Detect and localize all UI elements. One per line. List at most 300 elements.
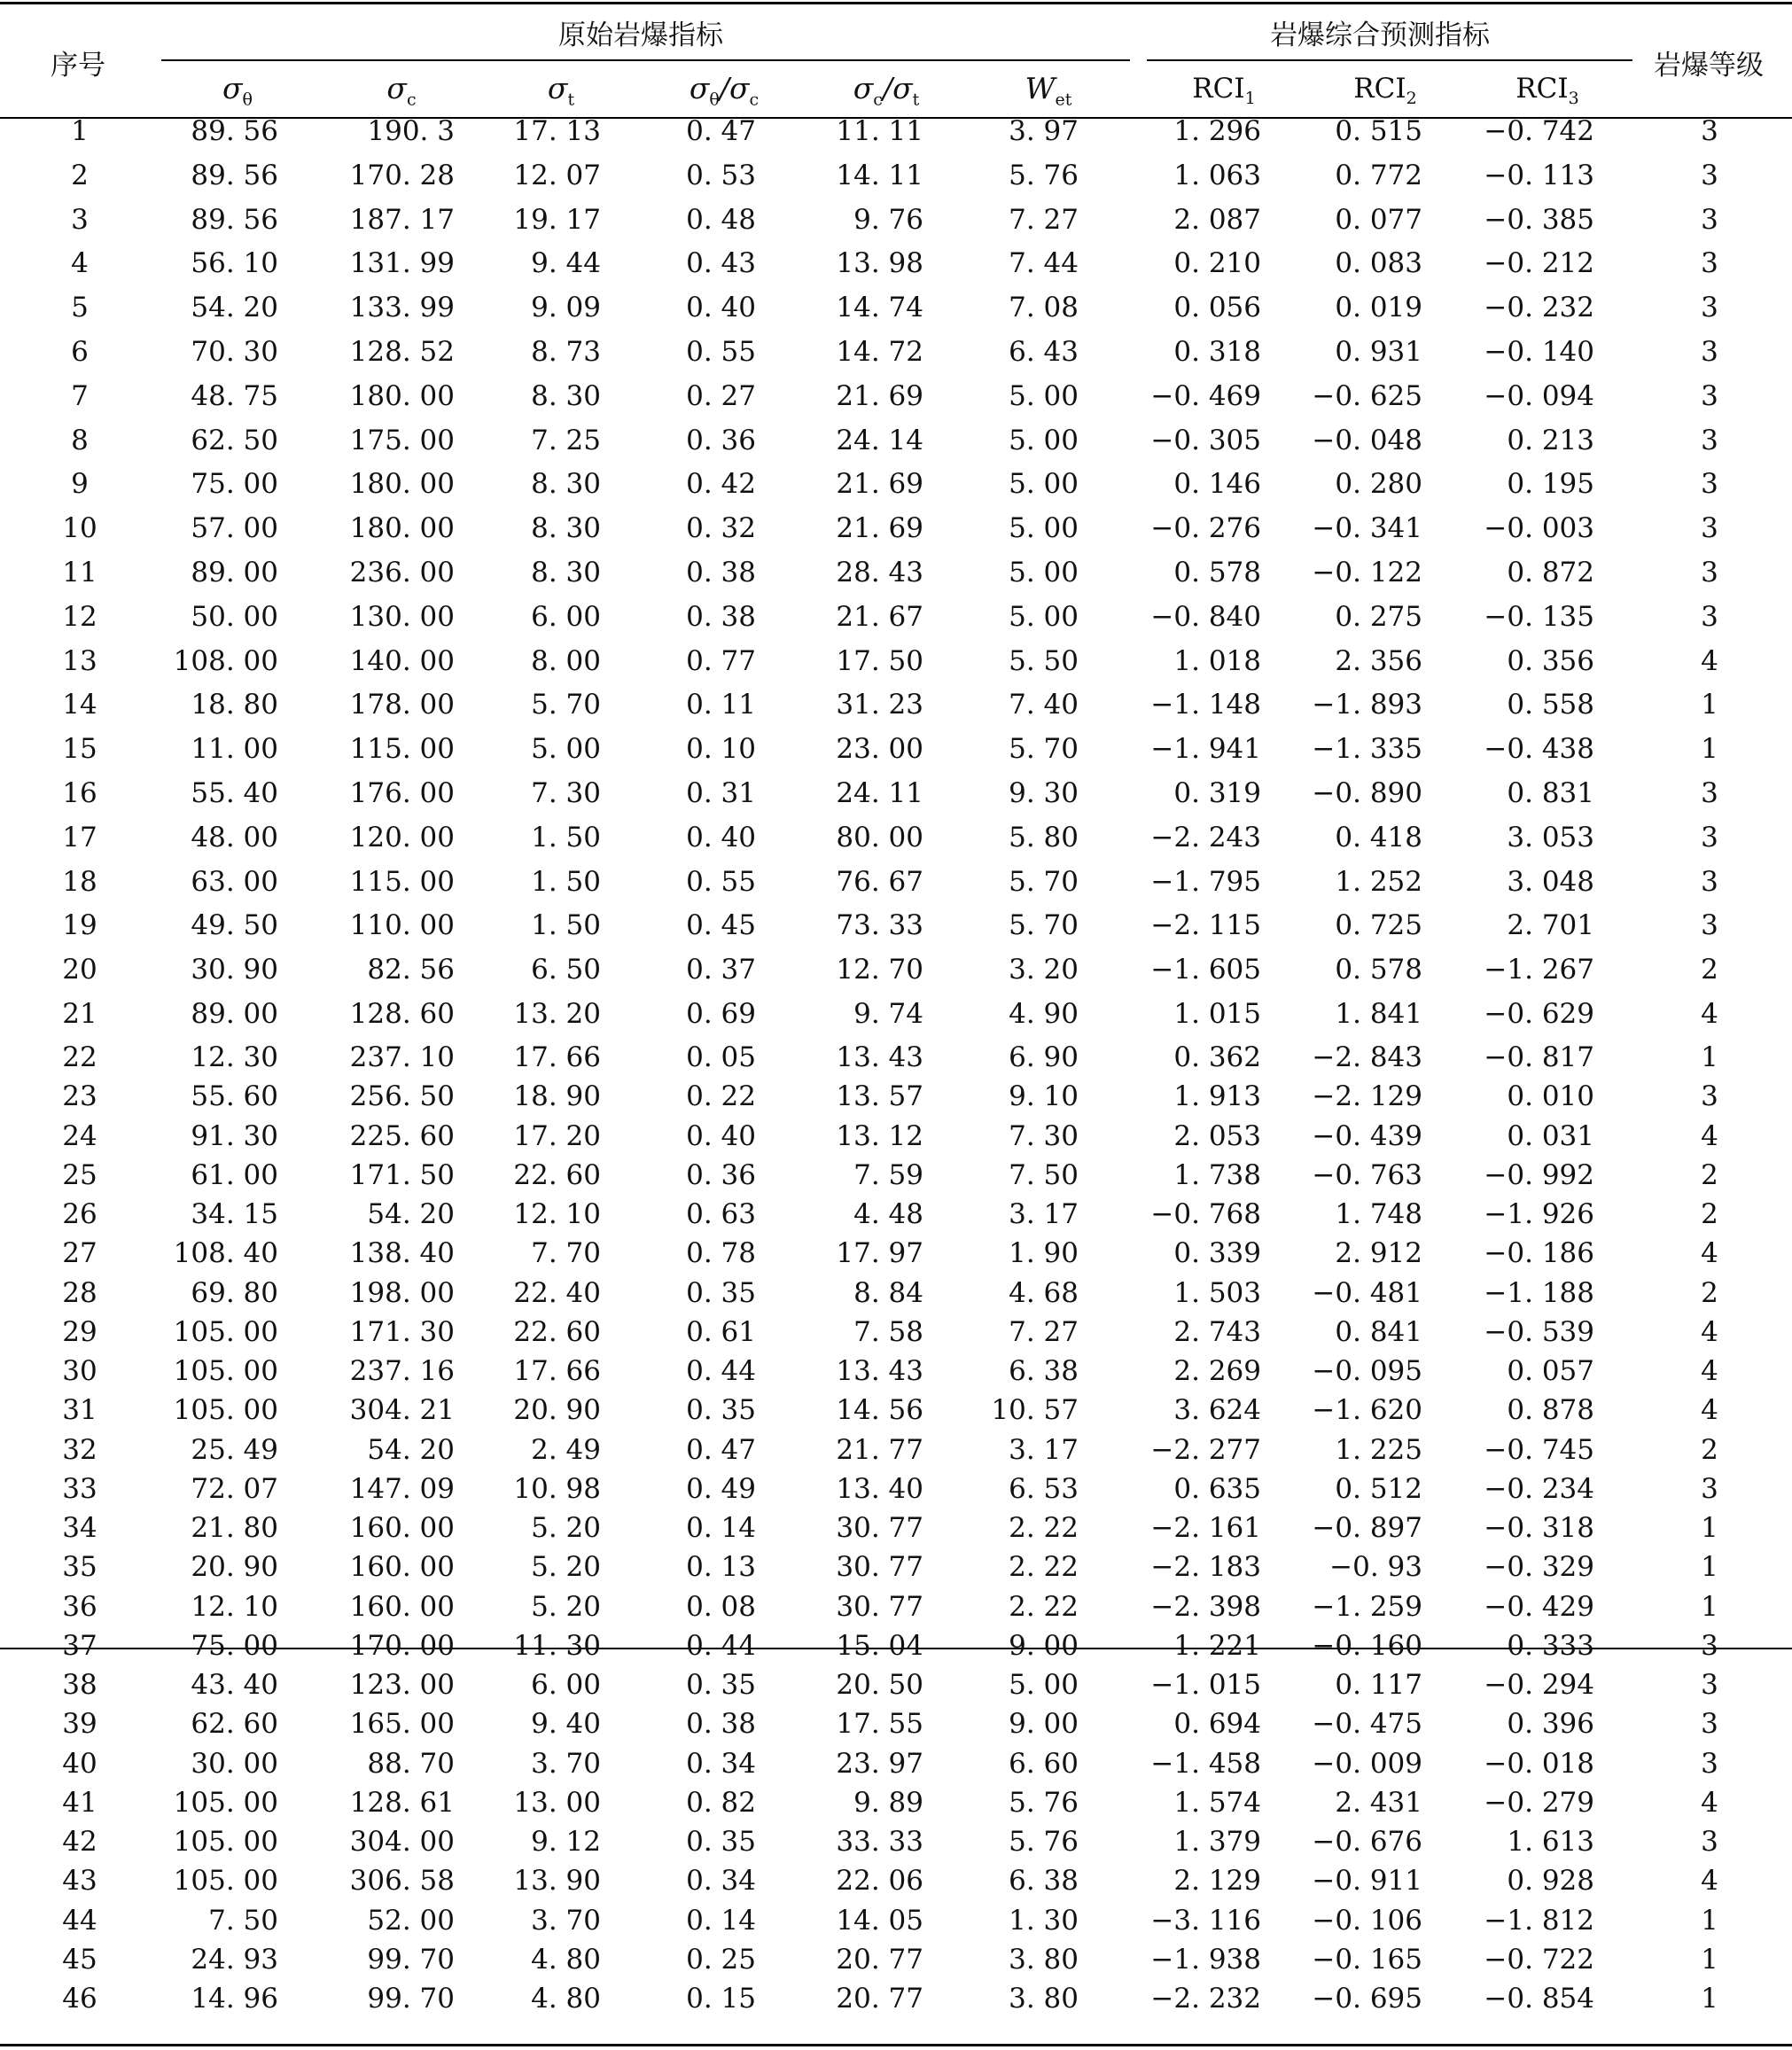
cell-sigma-c: 52. 00: [367, 1904, 455, 1937]
cell-rci1: 1. 913: [1173, 1080, 1261, 1113]
cell-rci3: 0. 213: [1507, 424, 1594, 456]
cell-w-et: 5. 76: [1009, 1786, 1079, 1819]
cell-sigma-c: 180. 00: [349, 468, 455, 501]
cell-rci2: 2. 356: [1335, 644, 1422, 677]
cell-ratio-theta-c: 0. 42: [686, 468, 756, 501]
cell-sigma-theta: 62. 50: [191, 424, 278, 456]
cell-ratio-theta-c: 0. 35: [686, 1394, 756, 1427]
cell-w-et: 7. 40: [1009, 689, 1079, 721]
cell-index: 10: [62, 512, 97, 545]
cell-index: 23: [62, 1080, 97, 1113]
cell-index: 2: [71, 159, 89, 191]
cell-sigma-t: 11. 30: [513, 1629, 601, 1662]
cell-w-et: 5. 00: [1009, 512, 1079, 545]
cell-w-et: 5. 76: [1009, 159, 1079, 191]
cell-ratio-c-t: 14. 72: [836, 336, 923, 368]
cell-sigma-t: 9. 12: [531, 1826, 601, 1858]
cell-w-et: 9. 30: [1009, 777, 1079, 809]
cell-sigma-t: 12. 10: [513, 1198, 601, 1230]
table-row: [0, 1665, 1792, 1704]
cell-rci2: 0. 578: [1335, 954, 1422, 986]
cell-sigma-theta: 7. 50: [208, 1904, 278, 1937]
cell-w-et: 3. 97: [1009, 115, 1079, 147]
cell-ratio-theta-c: 0. 13: [686, 1551, 756, 1584]
cell-rci2: 1. 225: [1335, 1433, 1422, 1466]
cell-rci3: 0. 333: [1507, 1629, 1594, 1662]
cell-sigma-theta: 105. 00: [173, 1865, 278, 1898]
cell-rci1: −0. 276: [1150, 512, 1261, 545]
cell-ratio-theta-c: 0. 40: [686, 292, 756, 324]
cell-rci3: −1. 188: [1484, 1276, 1594, 1309]
cell-rci1: 0. 056: [1173, 292, 1261, 324]
cell-rci3: 0. 031: [1507, 1119, 1594, 1152]
cell-sigma-t: 17. 66: [513, 1355, 601, 1387]
cell-ratio-theta-c: 0. 10: [686, 733, 756, 766]
cell-w-et: 5. 00: [1009, 557, 1079, 588]
cell-rci3: −0. 817: [1484, 1041, 1594, 1073]
table-row: [0, 862, 1792, 901]
cell-sigma-theta: 56. 10: [191, 247, 278, 280]
cell-rci2: −0. 481: [1312, 1276, 1422, 1309]
header-sigma-theta-over-sigma-c: $\sigma_\theta/\sigma_c$: [689, 71, 760, 110]
cell-sigma-c: 180. 00: [349, 379, 455, 412]
cell-sigma-theta: 91. 30: [191, 1119, 278, 1152]
cell-rci2: −1. 620: [1312, 1394, 1422, 1427]
cell-rci2: 2. 431: [1335, 1786, 1422, 1819]
cell-rci2: −2. 129: [1312, 1080, 1422, 1113]
cell-ratio-c-t: 21. 69: [836, 512, 923, 545]
cell-ratio-c-t: 17. 50: [836, 644, 923, 677]
cell-sigma-t: 13. 90: [513, 1865, 601, 1898]
cell-rci2: −1. 893: [1312, 689, 1422, 721]
cell-sigma-t: 6. 00: [531, 600, 601, 633]
table-row: [0, 509, 1792, 548]
cell-ratio-c-t: 30. 77: [836, 1512, 923, 1544]
cell-w-et: 3. 17: [1009, 1433, 1079, 1466]
cell-index: 14: [62, 689, 97, 721]
header-sigma-t: $\sigma_t$: [547, 71, 575, 110]
cell-rci3: −0. 212: [1484, 247, 1594, 280]
cell-sigma-theta: 105. 00: [173, 1315, 278, 1348]
cell-rci2: −2. 843: [1312, 1041, 1422, 1073]
cell-rci2: −0. 897: [1312, 1512, 1422, 1544]
cell-sigma-t: 17. 66: [513, 1041, 601, 1073]
cell-index: 19: [62, 909, 97, 942]
cell-sigma-c: 170. 28: [349, 159, 455, 191]
cell-sigma-c: 170. 00: [349, 1629, 455, 1662]
cell-level: 4: [1701, 1865, 1718, 1898]
cell-ratio-c-t: 20. 50: [836, 1669, 923, 1701]
cell-level: 4: [1701, 1786, 1718, 1819]
cell-ratio-theta-c: 0. 44: [686, 1355, 756, 1387]
cell-sigma-t: 8. 73: [531, 336, 601, 368]
cell-rci1: −1. 941: [1150, 733, 1261, 766]
cell-ratio-theta-c: 0. 61: [686, 1315, 756, 1348]
cell-rci2: 0. 275: [1335, 600, 1422, 633]
cell-sigma-theta: 12. 10: [191, 1590, 278, 1623]
cell-rci3: −0. 113: [1484, 159, 1594, 191]
cell-index: 9: [71, 468, 89, 501]
cell-rci1: 0. 578: [1173, 557, 1261, 588]
cell-rci1: −2. 183: [1150, 1551, 1261, 1584]
cell-ratio-theta-c: 0. 44: [686, 1629, 756, 1662]
cell-sigma-theta: 48. 75: [191, 379, 278, 412]
cell-level: 3: [1701, 159, 1718, 191]
cell-w-et: 5. 80: [1009, 821, 1079, 854]
cell-rci2: −0. 676: [1312, 1826, 1422, 1858]
cell-rci3: −1. 926: [1484, 1198, 1594, 1230]
cell-index: 40: [62, 1747, 97, 1780]
cell-ratio-c-t: 17. 55: [836, 1708, 923, 1741]
cell-sigma-t: 13. 20: [513, 998, 601, 1030]
cell-rci1: −0. 305: [1150, 424, 1261, 456]
cell-index: 25: [62, 1158, 97, 1191]
cell-ratio-c-t: 13. 98: [836, 247, 923, 280]
cell-rci2: 2. 912: [1335, 1237, 1422, 1270]
cell-rci1: −2. 277: [1150, 1433, 1261, 1466]
cell-index: 13: [62, 644, 97, 677]
cell-sigma-c: 54. 20: [367, 1433, 455, 1466]
cell-w-et: 5. 00: [1009, 424, 1079, 456]
table-row: [0, 1313, 1792, 1352]
cell-level: 2: [1701, 1276, 1718, 1309]
cell-ratio-theta-c: 0. 37: [686, 954, 756, 986]
cell-rci2: 0. 725: [1335, 909, 1422, 942]
cell-index: 4: [71, 247, 89, 280]
cell-w-et: 5. 70: [1009, 909, 1079, 942]
cell-rci3: −0. 003: [1484, 512, 1594, 545]
cell-ratio-theta-c: 0. 49: [686, 1472, 756, 1505]
table-row: [0, 1626, 1792, 1665]
cell-rci1: 1. 015: [1173, 998, 1261, 1030]
cell-w-et: 7. 44: [1009, 247, 1079, 280]
cell-rci1: −1. 795: [1150, 865, 1261, 898]
cell-rci1: 0. 694: [1173, 1708, 1261, 1741]
cell-level: 4: [1701, 1355, 1718, 1387]
cell-w-et: 6. 90: [1009, 1041, 1079, 1073]
cell-w-et: 7. 08: [1009, 292, 1079, 324]
cell-index: 31: [62, 1394, 97, 1427]
cell-rci1: 0. 362: [1173, 1041, 1261, 1073]
cell-sigma-theta: 105. 00: [173, 1826, 278, 1858]
cell-level: 3: [1701, 909, 1718, 942]
cell-sigma-c: 128. 60: [349, 998, 455, 1030]
cell-ratio-c-t: 14. 11: [836, 159, 923, 191]
cell-sigma-t: 6. 50: [531, 954, 601, 986]
cell-rci1: −1. 938: [1150, 1943, 1261, 1976]
cell-ratio-theta-c: 0. 55: [686, 865, 756, 898]
cell-sigma-theta: 55. 40: [191, 777, 278, 809]
cell-level: 1: [1701, 1590, 1718, 1623]
cell-w-et: 1. 30: [1009, 1904, 1079, 1937]
cell-index: 5: [71, 292, 89, 324]
cell-index: 41: [62, 1786, 97, 1819]
cell-ratio-theta-c: 0. 14: [686, 1512, 756, 1544]
cell-w-et: 4. 90: [1009, 998, 1079, 1030]
cell-rci2: −0. 890: [1312, 777, 1422, 809]
table-row: [0, 1274, 1792, 1313]
cell-index: 1: [71, 115, 89, 147]
cell-rci3: −0. 232: [1484, 292, 1594, 324]
cell-w-et: 7. 27: [1009, 203, 1079, 236]
cell-ratio-c-t: 14. 56: [836, 1394, 923, 1427]
table-row: [0, 112, 1792, 151]
cell-level: 3: [1701, 203, 1718, 236]
cell-rci2: 0. 418: [1335, 821, 1422, 854]
cell-level: 1: [1701, 1041, 1718, 1073]
cell-sigma-theta: 55. 60: [191, 1080, 278, 1113]
cell-rci3: −1. 267: [1484, 954, 1594, 986]
cell-sigma-t: 22. 60: [513, 1158, 601, 1191]
cell-sigma-theta: 89. 00: [191, 557, 278, 588]
table-row: [0, 950, 1792, 989]
cell-rci3: 0. 878: [1507, 1394, 1594, 1427]
cell-w-et: 10. 57: [991, 1394, 1079, 1427]
cell-ratio-c-t: 8. 84: [853, 1276, 923, 1309]
table-row: [0, 774, 1792, 813]
cell-ratio-c-t: 30. 77: [836, 1551, 923, 1584]
table-row: [0, 994, 1792, 1033]
cell-rci1: 0. 319: [1173, 777, 1261, 809]
cell-sigma-theta: 43. 40: [191, 1669, 278, 1701]
cell-ratio-theta-c: 0. 35: [686, 1826, 756, 1858]
cell-level: 4: [1701, 1237, 1718, 1270]
cell-sigma-theta: 72. 07: [191, 1472, 278, 1505]
cell-w-et: 6. 38: [1009, 1865, 1079, 1898]
cell-index: 35: [62, 1551, 97, 1584]
cell-sigma-c: 171. 30: [349, 1315, 455, 1348]
cell-ratio-c-t: 73. 33: [836, 909, 923, 942]
cell-level: 1: [1701, 689, 1718, 721]
table-row: [0, 244, 1792, 283]
cell-rci1: −0. 768: [1150, 1198, 1261, 1230]
cell-rci1: −0. 469: [1150, 379, 1261, 412]
cell-sigma-c: 198. 00: [349, 1276, 455, 1309]
cell-ratio-theta-c: 0. 82: [686, 1786, 756, 1819]
cell-rci3: −0. 135: [1484, 600, 1594, 633]
table-row: [0, 1744, 1792, 1783]
cell-w-et: 5. 70: [1009, 865, 1079, 898]
cell-sigma-t: 18. 90: [513, 1080, 601, 1113]
cell-rci2: 1. 252: [1335, 865, 1422, 898]
cell-w-et: 5. 50: [1009, 644, 1079, 677]
table-row: [0, 1469, 1792, 1508]
cell-rci1: 0. 318: [1173, 336, 1261, 368]
cell-ratio-theta-c: 0. 38: [686, 557, 756, 588]
cell-w-et: 3. 80: [1009, 1983, 1079, 2015]
header-w-et: $W_{et}$: [1025, 71, 1072, 110]
cell-sigma-t: 7. 30: [531, 777, 601, 809]
cell-level: 2: [1701, 1198, 1718, 1230]
cell-sigma-theta: 50. 00: [191, 600, 278, 633]
cell-rci3: −0. 745: [1484, 1433, 1594, 1466]
cell-rci3: 0. 558: [1507, 689, 1594, 721]
cell-w-et: 2. 22: [1009, 1512, 1079, 1544]
table-row: [0, 553, 1792, 592]
cell-level: 4: [1701, 998, 1718, 1030]
cell-rci2: 0. 841: [1335, 1315, 1422, 1348]
table-row: [0, 1077, 1792, 1116]
cell-ratio-theta-c: 0. 47: [686, 115, 756, 147]
cell-ratio-theta-c: 0. 15: [686, 1983, 756, 2015]
cell-rci2: 0. 772: [1335, 159, 1422, 191]
table-row: [0, 642, 1792, 681]
cell-index: 11: [62, 557, 97, 588]
cell-rci3: 0. 057: [1507, 1355, 1594, 1387]
cell-sigma-t: 17. 20: [513, 1119, 601, 1152]
cell-sigma-t: 13. 00: [513, 1786, 601, 1819]
cell-level: 3: [1701, 600, 1718, 633]
cell-ratio-theta-c: 0. 05: [686, 1041, 756, 1073]
table-row: [0, 1783, 1792, 1822]
cell-w-et: 2. 22: [1009, 1551, 1079, 1584]
cell-sigma-c: 237. 10: [349, 1041, 455, 1073]
cell-ratio-theta-c: 0. 32: [686, 512, 756, 545]
cell-w-et: 5. 70: [1009, 733, 1079, 766]
table-row: [0, 597, 1792, 636]
cell-sigma-c: 178. 00: [349, 689, 455, 721]
cell-level: 3: [1701, 424, 1718, 456]
cell-sigma-theta: 75. 00: [191, 468, 278, 501]
cell-level: 3: [1701, 821, 1718, 854]
cell-w-et: 5. 00: [1009, 379, 1079, 412]
cell-sigma-t: 5. 70: [531, 689, 601, 721]
cell-sigma-t: 4. 80: [531, 1983, 601, 2015]
cell-index: 24: [62, 1119, 97, 1152]
cell-sigma-c: 237. 16: [349, 1355, 455, 1387]
cell-sigma-c: 160. 00: [349, 1590, 455, 1623]
cell-ratio-theta-c: 0. 47: [686, 1433, 756, 1466]
cell-level: 1: [1701, 733, 1718, 766]
table-row: [0, 906, 1792, 945]
cell-sigma-c: 304. 21: [349, 1394, 455, 1427]
cell-rci3: −0. 854: [1484, 1983, 1594, 2015]
cell-sigma-c: 128. 52: [349, 336, 455, 368]
cell-sigma-t: 8. 00: [531, 644, 601, 677]
cell-ratio-theta-c: 0. 63: [686, 1198, 756, 1230]
cell-level: 2: [1701, 1158, 1718, 1191]
cell-sigma-c: 160. 00: [349, 1551, 455, 1584]
cell-level: 1: [1701, 1512, 1718, 1544]
cell-index: 33: [62, 1472, 97, 1505]
cell-index: 36: [62, 1590, 97, 1623]
cell-ratio-c-t: 20. 77: [836, 1943, 923, 1976]
cell-sigma-theta: 69. 80: [191, 1276, 278, 1309]
cell-ratio-c-t: 13. 12: [836, 1119, 923, 1152]
cell-sigma-t: 1. 50: [531, 909, 601, 942]
table-row: [0, 1861, 1792, 1900]
cell-sigma-t: 5. 20: [531, 1512, 601, 1544]
cell-sigma-theta: 89. 56: [191, 115, 278, 147]
cell-ratio-c-t: 80. 00: [836, 821, 923, 854]
cell-ratio-c-t: 21. 69: [836, 379, 923, 412]
cell-rci1: 2. 087: [1173, 203, 1261, 236]
table-row: [0, 1352, 1792, 1391]
table-row: [0, 1979, 1792, 2018]
cell-rci3: −0. 629: [1484, 998, 1594, 1030]
cell-rci3: −0. 094: [1484, 379, 1594, 412]
cell-level: 3: [1701, 1472, 1718, 1505]
table-row: [0, 818, 1792, 857]
cell-w-et: 6. 60: [1009, 1747, 1079, 1780]
cell-index: 45: [62, 1943, 97, 1976]
cell-sigma-c: 138. 40: [349, 1237, 455, 1270]
cell-w-et: 3. 80: [1009, 1943, 1079, 1976]
cell-sigma-theta: 61. 00: [191, 1158, 278, 1191]
cell-rci1: 0. 635: [1173, 1472, 1261, 1505]
cell-level: 1: [1701, 1943, 1718, 1976]
cell-level: 3: [1701, 1747, 1718, 1780]
cell-ratio-c-t: 76. 67: [836, 865, 923, 898]
cell-rci1: −0. 840: [1150, 600, 1261, 633]
cell-ratio-c-t: 13. 40: [836, 1472, 923, 1505]
cell-sigma-t: 9. 09: [531, 292, 601, 324]
cell-level: 1: [1701, 1983, 1718, 2015]
cell-rci3: −0. 318: [1484, 1512, 1594, 1544]
cell-sigma-theta: 75. 00: [191, 1629, 278, 1662]
cell-level: 3: [1701, 865, 1718, 898]
cell-sigma-t: 3. 70: [531, 1904, 601, 1937]
cell-index: 18: [62, 865, 97, 898]
table-row: [0, 1901, 1792, 1940]
cell-sigma-theta: 49. 50: [191, 909, 278, 942]
cell-sigma-t: 2. 49: [531, 1433, 601, 1466]
cell-w-et: 7. 27: [1009, 1315, 1079, 1348]
cell-rci3: 3. 053: [1507, 821, 1594, 854]
cell-w-et: 6. 43: [1009, 336, 1079, 368]
cell-ratio-theta-c: 0. 35: [686, 1276, 756, 1309]
table-row: [0, 1195, 1792, 1234]
cell-rci2: −0. 625: [1312, 379, 1422, 412]
cell-rci2: −0. 439: [1312, 1119, 1422, 1152]
cell-ratio-c-t: 4. 48: [853, 1198, 923, 1230]
cell-ratio-c-t: 9. 89: [853, 1786, 923, 1819]
cell-w-et: 7. 30: [1009, 1119, 1079, 1152]
cell-sigma-c: 99. 70: [367, 1943, 455, 1976]
cell-rci2: −0. 341: [1312, 512, 1422, 545]
cell-index: 29: [62, 1315, 97, 1348]
cell-rci1: 1. 503: [1173, 1276, 1261, 1309]
table-row: [0, 421, 1792, 460]
cell-rci3: −0. 742: [1484, 115, 1594, 147]
cell-sigma-c: 171. 50: [349, 1158, 455, 1191]
cell-rci3: −0. 140: [1484, 336, 1594, 368]
cell-sigma-t: 17. 13: [513, 115, 601, 147]
cell-rci1: 2. 269: [1173, 1355, 1261, 1387]
cell-ratio-c-t: 9. 74: [853, 998, 923, 1030]
cell-rci1: −1. 458: [1150, 1747, 1261, 1780]
cell-sigma-t: 20. 90: [513, 1394, 601, 1427]
cell-rci3: −0. 329: [1484, 1551, 1594, 1584]
cell-sigma-c: 140. 00: [349, 644, 455, 677]
header-rci3: $RCI_3$: [1515, 73, 1579, 109]
cell-index: 46: [62, 1983, 97, 2015]
cell-rci1: 0. 339: [1173, 1237, 1261, 1270]
cell-sigma-theta: 108. 00: [173, 644, 278, 677]
cell-rci1: 2. 053: [1173, 1119, 1261, 1152]
cell-level: 3: [1701, 1826, 1718, 1858]
cell-ratio-theta-c: 0. 34: [686, 1747, 756, 1780]
cell-level: 3: [1701, 1629, 1718, 1662]
cell-ratio-theta-c: 0. 11: [686, 689, 756, 721]
cell-ratio-theta-c: 0. 34: [686, 1865, 756, 1898]
cell-level: 4: [1701, 644, 1718, 677]
cell-ratio-theta-c: 0. 27: [686, 379, 756, 412]
cell-index: 38: [62, 1669, 97, 1701]
table-row: [0, 685, 1792, 724]
cell-level: 3: [1701, 557, 1718, 588]
cell-sigma-theta: 14. 96: [191, 1983, 278, 2015]
